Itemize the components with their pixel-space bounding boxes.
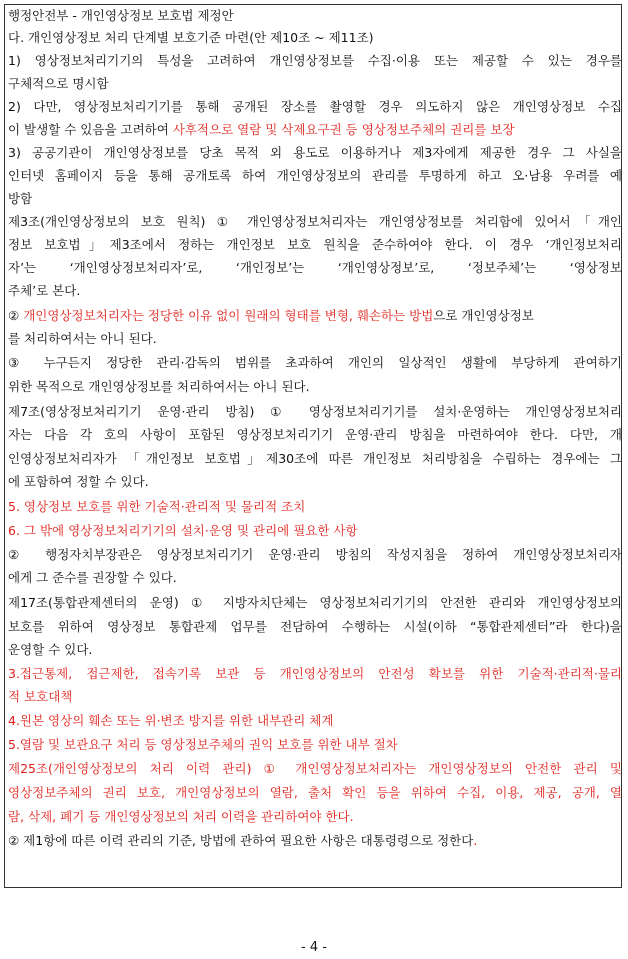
text-line: [8, 283, 622, 299]
text-segment: 으로 개인영상정보: [433, 308, 534, 323]
text-segment: 제7조(영상정보처리기기 운영·관리 방침) ① 영상정보처리기기를 설치·운영하는 개인영상정보처리: [8, 404, 622, 419]
text-segment: 운영할 수 있다.: [8, 642, 93, 657]
text-line: [8, 53, 622, 69]
text-line: [8, 260, 622, 276]
text-line: [8, 570, 622, 586]
text-line: [8, 761, 622, 777]
text-segment: ②: [8, 308, 24, 323]
highlighted-text: 5. 영상정보 보호를 위한 기술적·관리적 및 물리적 조치: [8, 499, 306, 514]
text-segment: 인터넷 홈페이지 등을 통해 공개토록 하여 개인영상정보의 관리를 투명하게 하고 오·남용 우려를 예: [8, 168, 622, 183]
text-segment: 인영상정보처리자가 「개인정보 보호법」제30조에 따른 개인정보 처리방침을 수립하는 경우에는 그: [8, 451, 622, 466]
text-line: [8, 214, 622, 230]
highlighted-text: 람, 삭제, 폐기 등 개인영상정보의 처리 이력을 관리하여야 한다.: [8, 809, 354, 824]
highlighted-text: 5.열람 및 보관요구 처리 등 영상정보주체의 권익 보호를 위한 내부 절차: [8, 737, 398, 752]
text-segment: 1) 영상정보처리기기의 특성을 고려하여 개인영상정보를 수집·이용 또는 제공할 수 있는 경우를: [8, 53, 622, 68]
text-line: [8, 76, 622, 92]
text-segment: 정보 보호법」제3조에서 정하는 개인정보 보호 원칙을 준수하여야 한다. 이 경우 ‘개인정보처리: [8, 237, 622, 252]
text-line: [8, 689, 622, 705]
text-segment: 방함: [8, 191, 33, 206]
text-line: [8, 99, 622, 115]
text-line: [8, 809, 622, 825]
highlighted-text: 사후적으로 열람 및 삭제요구권 등 영상정보주체의 권리를 보장: [172, 122, 515, 137]
highlighted-text: 4.원본 영상의 훼손 또는 위·변조 방지를 위한 내부관리 체계: [8, 713, 334, 728]
highlighted-text: 영상정보주체의 권리 보호, 개인영상정보의 열람, 출처 확인 등을 위하여 수집, 이용, 제공, 공개, 열: [8, 785, 622, 800]
text-line: [8, 145, 622, 161]
text-line: [8, 30, 622, 46]
text-line: [8, 191, 622, 207]
text-line: [8, 713, 622, 729]
text-segment: ② 행정자치부장관은 영상정보처리기기 운영·관리 방침의 작성지침을 정하여 개인영상정보처리자: [8, 547, 622, 562]
text-line: [8, 8, 622, 24]
text-segment: ③ 누구든지 정당한 관리·감독의 범위를 초과하여 개인의 일상적인 생활에 부당하게 관여하기: [8, 355, 622, 370]
text-line: [8, 499, 622, 515]
text-line: [8, 122, 622, 138]
text-line: [8, 595, 622, 611]
text-line: [8, 785, 622, 801]
text-line: [8, 237, 622, 253]
text-segment: 보호를 위하여 영상정보 통합관제 업무를 전담하여 수행하는 시설(이하 “통합관제센터”라 한다)을: [8, 619, 622, 634]
text-line: [8, 379, 622, 395]
text-line: [8, 355, 622, 371]
text-line: [8, 666, 622, 682]
text-line: [8, 308, 622, 324]
text-segment: 행정안전부 - 개인영상정보 보호법 제정안: [8, 8, 234, 23]
text-line: [8, 451, 622, 467]
text-line: [8, 168, 622, 184]
text-line: [8, 833, 622, 849]
text-line: [8, 737, 622, 753]
text-line: [8, 427, 622, 443]
text-segment: 를 처리하여서는 아니 된다.: [8, 331, 157, 346]
highlighted-text: .: [473, 833, 478, 848]
text-segment: 자는 다음 각 호의 사항이 포함된 영상정보처리기기 운영·관리 방침을 마련하여야 한다. 다만, 개: [8, 427, 622, 442]
highlighted-text: 6. 그 밖에 영상정보처리기기의 설치·운영 및 관리에 필요한 사항: [8, 523, 358, 538]
text-line: [8, 404, 622, 420]
text-line: [8, 619, 622, 635]
text-segment: 에게 그 준수를 권장할 수 있다.: [8, 570, 177, 585]
page-number: - 4 -: [301, 940, 327, 955]
highlighted-text: 제25조(개인영상정보의 처리 이력 관리) ① 개인영상정보처리자는 개인영상정보의 안전한 관리 및: [8, 761, 622, 776]
highlighted-text: 적 보호대책: [8, 689, 73, 704]
text-segment: 3) 공공기관이 개인영상정보를 당초 목적 외 용도로 이용하거나 제3자에게 제공한 경우 그 사실을: [8, 145, 622, 160]
text-segment: 자’는 ‘개인영상정보처리자’로, ‘개인정보’는 ‘개인영상정보’로, ‘정보주체’는 ‘영상정보: [8, 260, 622, 275]
text-segment: 제17조(통합관제센터의 운영) ① 지방자치단체는 영상정보처리기기의 안전한 관리와 개인영상정보의: [8, 595, 622, 610]
text-segment: 주체’로 본다.: [8, 283, 81, 298]
text-segment: 제3조(개인영상정보의 보호 원칙) ① 개인영상정보처리자는 개인영상정보를 처리함에 있어서「개인: [8, 214, 622, 229]
text-segment: 구체적으로 명시함: [8, 76, 109, 91]
text-segment: 위한 목적으로 개인영상정보를 처리하여서는 아니 된다.: [8, 379, 310, 394]
text-segment: ② 제1항에 따른 이력 관리의 기준, 방법에 관하여 필요한 사항은 대통령령으로 정한다: [8, 833, 474, 848]
text-line: [8, 474, 622, 490]
text-segment: 2) 다만, 영상정보처리기기를 통해 공개된 장소를 촬영할 경우 의도하지 않은 개인영상정보 수집: [8, 99, 622, 114]
highlighted-text: 3.접근통제, 접근제한, 접속기록 보관 등 개인영상정보의 안전성 확보를 위한 기술적·관리적·물리: [8, 666, 622, 681]
highlighted-text: 개인영상정보처리자는 정당한 이유 없이 원래의 형태를 변형, 훼손하는 방법: [23, 308, 434, 323]
text-line: [8, 547, 622, 563]
text-segment: 에 포함하여 정할 수 있다.: [8, 474, 149, 489]
text-line: [8, 642, 622, 658]
text-line: [8, 523, 622, 539]
text-segment: 이 발생할 수 있음을 고려하여: [8, 122, 173, 137]
text-segment: 다. 개인영상정보 처리 단계별 보호기준 마련(안 제10조 ~ 제11조): [8, 30, 374, 45]
text-line: [8, 331, 622, 347]
